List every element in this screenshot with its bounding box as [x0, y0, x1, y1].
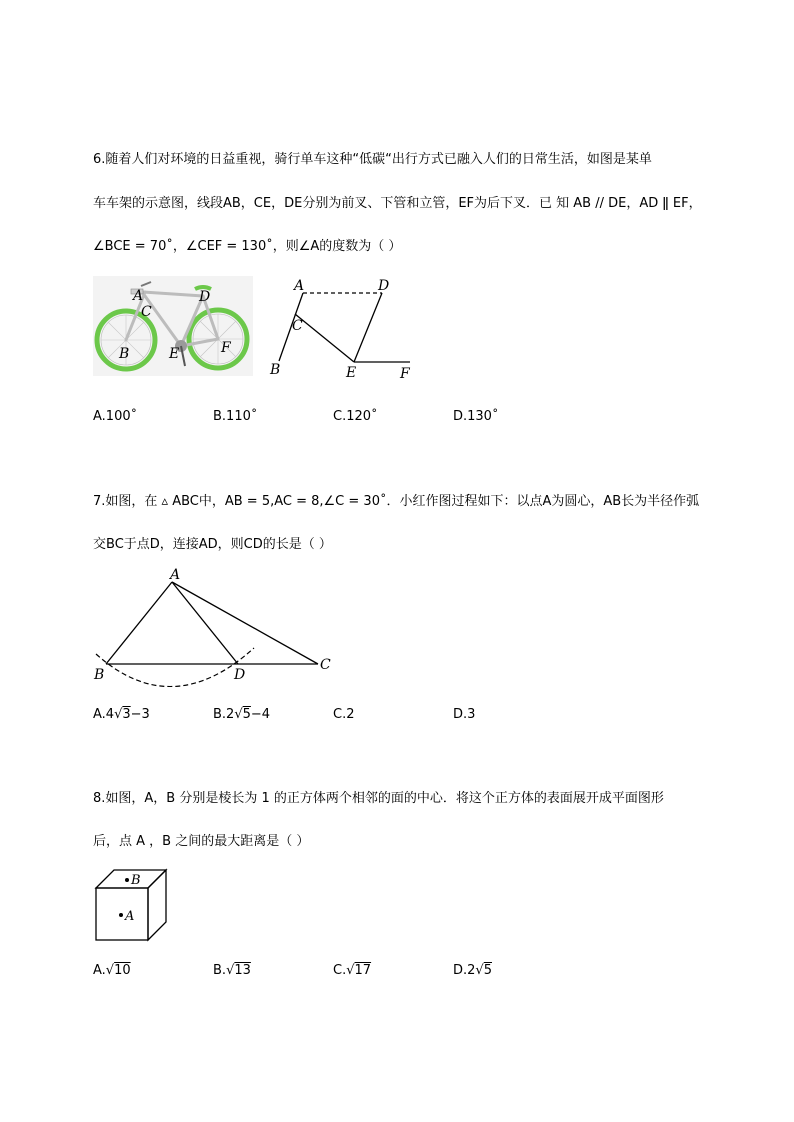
option-prefix: A.4: [93, 707, 115, 722]
radical-sign: √: [226, 963, 235, 978]
q7-text-line-1: 7.如图，在 ▵ ABC中，AB = 5,AC = 8,∠C = 30˚．小红作图过程如下：以点A为圆心，AB长为半径作弧: [93, 494, 700, 509]
diagram-label-c: C: [292, 318, 303, 334]
q8-option-d[interactable]: [453, 962, 492, 980]
q6-text-line-2: 车车架的示意图，线段AB，CE，DE分别为前叉、下管和立管，EF为后下叉．已 知 AB // DE，AD ǁ EF，: [93, 196, 702, 211]
diagram-label-a: A: [294, 278, 305, 294]
q7-label-a: A: [170, 567, 181, 583]
diagram-label-b: B: [270, 362, 281, 378]
photo-label-f: F: [221, 340, 231, 356]
q8-label-a: A: [125, 909, 135, 924]
option-prefix: B.: [213, 963, 227, 978]
radical-sign: √: [346, 963, 355, 978]
q7-option-a[interactable]: [93, 706, 150, 724]
radicand: 5: [242, 707, 251, 722]
q6-text-line-3: ∠BCE = 70˚，∠CEF = 130˚，则∠A的度数为（ ）: [93, 239, 402, 254]
radical-sign: √: [114, 707, 123, 722]
radicand: 3: [122, 707, 131, 722]
radical-sign: √: [475, 963, 484, 978]
option-prefix: C.2: [333, 707, 355, 722]
diagram-label-e: E: [346, 365, 357, 381]
q6-option-c[interactable]: C.120˚: [333, 409, 378, 424]
q8-option-b[interactable]: [213, 962, 251, 980]
q8-text-line-2: 后，点 A ，B 之间的最大距离是（ ）: [93, 834, 310, 849]
option-suffix: −3: [130, 707, 150, 722]
q6-option-b[interactable]: B.110˚: [213, 409, 258, 424]
option-prefix: B.2: [213, 707, 235, 722]
diagram-label-f: F: [400, 366, 410, 382]
q7-triangle-diagram: [88, 562, 348, 687]
q7-option-d[interactable]: [453, 706, 475, 724]
option-prefix: D.2: [453, 963, 476, 978]
radical-sign: √: [105, 963, 115, 978]
option-prefix: A.: [93, 963, 106, 978]
option-prefix: D.3: [453, 707, 476, 722]
radicand: 5: [483, 963, 492, 978]
q6-text-line-1: 6.随着人们对环境的日益重视，骑行单车这种“低碳“出行方式已融入人们的日常生活，如图是某单: [93, 152, 652, 167]
photo-label-e: E: [169, 346, 180, 362]
photo-label-a: A: [133, 288, 144, 304]
q8-cube-diagram: [90, 864, 170, 944]
bicycle-photo: [93, 276, 253, 376]
q6-frame-diagram: [262, 274, 422, 384]
q7-label-d: D: [234, 667, 246, 683]
radicand: 17: [354, 963, 372, 978]
q8-text-line-1: 8.如图，A，B 分别是棱长为 1 的正方体两个相邻的面的中心．将这个正方体的表面展开成平面图形: [93, 791, 664, 806]
q7-label-b: B: [94, 667, 105, 683]
photo-label-c: C: [141, 304, 152, 320]
radicand: 10: [114, 963, 131, 978]
photo-label-d: D: [199, 289, 211, 305]
radicand: 13: [234, 963, 251, 978]
q8-option-c[interactable]: [333, 962, 371, 980]
option-prefix: C.: [333, 963, 347, 978]
q6-option-a[interactable]: A.100˚: [93, 409, 138, 424]
q7-text-line-2: 交BC于点D，连接AD，则CD的长是（ ）: [93, 537, 332, 552]
q8-label-b: B: [131, 873, 141, 888]
q7-option-c[interactable]: [333, 706, 354, 724]
q8-option-a[interactable]: [93, 962, 131, 980]
radical-sign: √: [234, 707, 243, 722]
option-suffix: −4: [250, 707, 271, 722]
q7-option-b[interactable]: [213, 706, 270, 724]
photo-label-b: B: [119, 346, 130, 362]
q7-label-c: C: [320, 657, 331, 673]
diagram-label-d: D: [378, 278, 390, 294]
q6-option-d[interactable]: D.130˚: [453, 409, 499, 424]
